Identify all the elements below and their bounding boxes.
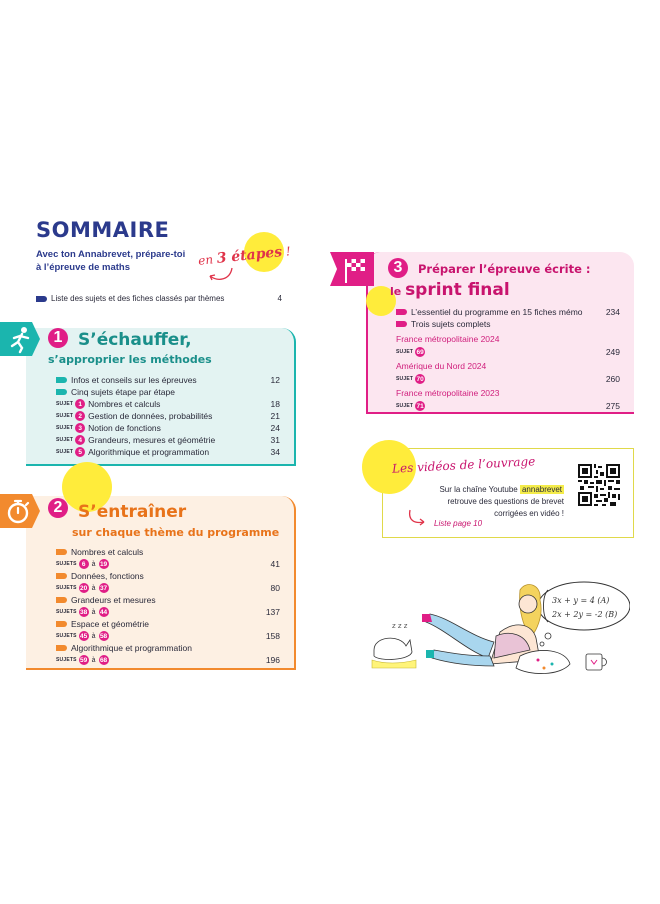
page-title: SOMMAIRE	[36, 218, 170, 242]
theme-label: Espace et géométrie	[71, 619, 149, 629]
theme-label: Données, fonctions	[71, 571, 144, 581]
sujet-from: 6	[79, 559, 89, 569]
sujet-to: 19	[99, 560, 108, 568]
theme-label-wrap	[56, 595, 156, 605]
sujet-row[interactable]	[56, 434, 280, 446]
tag-icon	[56, 549, 67, 555]
videos-line-1-prefix: Sur la chaîne Youtube	[439, 485, 518, 494]
sujet-prefix: SUJET	[396, 403, 414, 409]
section-2-title: S’entraîner	[78, 502, 187, 522]
list-item[interactable]	[396, 318, 620, 330]
sujet-to: 44	[99, 608, 108, 616]
equation-1: 3x + y = 4 (A)	[552, 596, 610, 605]
theme-title-row	[56, 546, 280, 558]
range-word: à	[91, 608, 96, 616]
liste-label-wrap	[36, 294, 224, 303]
sujet-label: Gestion de données, probabilités	[88, 411, 213, 421]
etapes-suffix: !	[281, 244, 292, 260]
theme-page: 196	[265, 655, 280, 665]
sujet-row[interactable]	[56, 410, 280, 422]
sujet-row[interactable]	[56, 446, 280, 458]
qr-code-icon[interactable]	[578, 464, 620, 506]
sujet-label: Notion de fonctions	[88, 423, 161, 433]
exam-page: 275	[605, 401, 620, 411]
theme-label: Nombres et calculs	[71, 547, 144, 557]
sujet-to: 37	[99, 584, 108, 592]
sujet-number: 3	[75, 423, 85, 433]
list-item[interactable]	[56, 386, 280, 398]
theme-range	[56, 583, 112, 593]
section-1-list	[56, 374, 280, 458]
tag-icon	[396, 309, 407, 315]
sujets-prefix: SUJETS	[56, 657, 77, 663]
theme-label: Algorithmique et programmation	[71, 643, 192, 653]
exam-title-row	[396, 333, 620, 345]
section-3-list	[396, 306, 620, 412]
exam-sujet-wrap	[396, 374, 428, 384]
list-item-label-wrap	[396, 307, 583, 317]
list-item-label-wrap	[56, 387, 175, 397]
theme-block[interactable]	[56, 546, 280, 570]
sujet-from: 45	[80, 632, 88, 640]
tag-icon	[36, 296, 47, 302]
tag-icon	[396, 321, 407, 327]
exam-sujet-row	[396, 346, 620, 358]
section-3-title: Préparer l’épreuve écrite :	[418, 262, 591, 276]
theme-range	[56, 631, 112, 641]
theme-sujets-row	[56, 654, 280, 666]
sujet-prefix: SUJET	[56, 425, 74, 431]
theme-range	[56, 607, 112, 617]
exam-label: France métropolitaine 2023	[396, 388, 500, 398]
exam-title-row	[396, 387, 620, 399]
section-2-subtitle: sur chaque thème du programme	[72, 526, 280, 539]
exam-label: France métropolitaine 2024	[396, 334, 500, 344]
sujet-label: Nombres et calculs	[88, 399, 161, 409]
etapes-bold: 3 étapes	[215, 244, 283, 267]
curved-arrow-icon	[406, 508, 430, 528]
theme-page: 137	[265, 607, 280, 617]
intro-line-2: à l’épreuve de maths	[36, 262, 130, 273]
theme-label: Grandeurs et mesures	[71, 595, 156, 605]
sujet-number: 71	[416, 402, 424, 410]
sujet-page: 24	[270, 423, 280, 433]
list-item-label: L’essentiel du programme en 15 fiches mémo	[411, 307, 583, 317]
theme-label-wrap	[56, 547, 143, 557]
exam-sujet-row	[396, 373, 620, 385]
theme-label-wrap	[56, 643, 192, 653]
section-1-number: 1	[48, 328, 68, 348]
sujet-label-wrap	[56, 399, 160, 409]
videos-line-2: retrouve des questions de brevet	[447, 497, 564, 506]
theme-block[interactable]	[56, 570, 280, 594]
range-word: à	[91, 560, 96, 568]
stopwatch-icon	[5, 497, 35, 527]
liste-page: 4	[277, 294, 282, 303]
theme-range	[56, 655, 112, 665]
list-item-page: 12	[270, 375, 280, 385]
sujets-prefix: SUJETS	[56, 585, 77, 591]
list-item-label: Cinq sujets étape par étape	[71, 387, 175, 397]
sujet-prefix: SUJET	[56, 413, 74, 419]
sujet-to: 68	[99, 656, 108, 664]
equation-2: 2x + 2y = -2 (B)	[552, 610, 618, 619]
theme-block[interactable]	[56, 594, 280, 618]
videos-title: Les vidéos de l’ouvrage	[391, 454, 536, 476]
theme-page: 158	[265, 631, 280, 641]
list-item[interactable]	[56, 374, 280, 386]
section-2-list	[56, 546, 280, 666]
range-word: à	[91, 584, 96, 592]
theme-title-row	[56, 594, 280, 606]
sujet-label-wrap	[56, 411, 212, 421]
exam-sujet-wrap	[396, 347, 428, 357]
liste-label: Liste des sujets et des fiches classés par thèmes	[51, 294, 225, 303]
exam-page: 260	[605, 374, 620, 384]
exam-block[interactable]	[396, 387, 620, 412]
exam-sujet-wrap	[396, 401, 428, 411]
sujet-prefix: SUJET	[56, 449, 74, 455]
list-item-label-wrap	[56, 375, 197, 385]
sujet-prefix: SUJET	[396, 376, 414, 382]
running-person-icon	[6, 324, 36, 354]
sujet-page: 18	[270, 399, 280, 409]
exam-page: 249	[605, 347, 620, 357]
finish-flag-icon-tab	[330, 252, 374, 286]
sujet-number: 5	[75, 447, 85, 457]
sujet-label-wrap	[56, 447, 209, 457]
student-illustration	[370, 560, 630, 690]
curved-arrow-icon	[206, 266, 236, 286]
sujet-label-wrap	[56, 435, 215, 445]
etapes-prefix: en	[197, 251, 218, 268]
list-item-label-wrap	[396, 319, 491, 329]
section-3-subtitle-bold: sprint final	[405, 280, 510, 300]
videos-list-link[interactable]: Liste page 10	[434, 519, 483, 528]
theme-page: 80	[270, 583, 280, 593]
intro-line-1: Avec ton Annabrevet, prépare-toi	[36, 249, 186, 260]
theme-sujets-row	[56, 558, 280, 570]
liste-sujets-row[interactable]	[36, 294, 282, 303]
theme-sujets-row	[56, 606, 280, 618]
sujet-from: 20	[80, 584, 88, 592]
exam-title-row	[396, 360, 620, 372]
theme-page: 41	[270, 559, 280, 569]
theme-title-row	[56, 618, 280, 630]
theme-title-row	[56, 642, 280, 654]
list-item-page: 234	[605, 307, 620, 317]
section-1-title: S’échauffer,	[78, 330, 192, 350]
sujets-prefix: SUJETS	[56, 633, 77, 639]
exam-sujet-row	[396, 400, 620, 412]
tag-icon	[56, 645, 67, 651]
list-item[interactable]	[396, 306, 620, 318]
sujets-prefix: SUJETS	[56, 561, 77, 567]
theme-range	[56, 559, 112, 569]
exam-block[interactable]	[396, 333, 620, 358]
tag-icon	[56, 573, 67, 579]
section-1-subtitle: s’approprier les méthodes	[48, 353, 212, 366]
sujet-label: Grandeurs, mesures et géométrie	[88, 435, 216, 445]
list-item-label: Infos et conseils sur les épreuves	[71, 375, 197, 385]
sujet-label-wrap	[56, 423, 161, 433]
range-word: à	[91, 632, 96, 640]
videos-line-3: corrigées en vidéo !	[494, 509, 564, 518]
sujet-page: 34	[270, 447, 280, 457]
sujet-from: 38	[80, 608, 88, 616]
theme-title-row	[56, 570, 280, 582]
exam-block[interactable]	[396, 360, 620, 385]
stopwatch-icon-tab	[0, 494, 40, 528]
sujet-number: 1	[75, 399, 85, 409]
theme-sujets-row	[56, 630, 280, 642]
theme-block[interactable]	[56, 642, 280, 666]
section-3-subtitle-prefix: le	[390, 285, 406, 298]
tag-icon	[56, 621, 67, 627]
sujet-to: 58	[99, 632, 108, 640]
sujet-page: 31	[270, 435, 280, 445]
running-person-icon-tab	[0, 322, 40, 356]
sleep-zzz: z z z	[392, 622, 408, 630]
theme-label-wrap	[56, 619, 149, 629]
section-3-subtitle	[390, 280, 510, 300]
sujet-row[interactable]	[56, 398, 280, 410]
sujet-prefix: SUJET	[56, 401, 74, 407]
tag-icon	[56, 389, 67, 395]
range-word: à	[91, 656, 96, 664]
intro-text	[36, 248, 206, 274]
theme-sujets-row	[56, 582, 280, 594]
youtube-channel-link[interactable]: annabrevet	[521, 485, 562, 494]
section-3-number: 3	[388, 258, 408, 278]
sujet-number: 69	[416, 348, 424, 356]
tag-icon	[56, 377, 67, 383]
section-2-number: 2	[48, 498, 68, 518]
sujet-number: 2	[75, 411, 85, 421]
sujet-page: 21	[270, 411, 280, 421]
sujet-row[interactable]	[56, 422, 280, 434]
list-item-label: Trois sujets complets	[411, 319, 491, 329]
checkered-flag-icon	[342, 255, 372, 285]
sujet-prefix: SUJET	[56, 437, 74, 443]
theme-block[interactable]	[56, 618, 280, 642]
theme-label-wrap	[56, 571, 144, 581]
exam-label: Amérique du Nord 2024	[396, 361, 487, 371]
sujets-prefix: SUJETS	[56, 609, 77, 615]
sujet-number: 70	[416, 375, 424, 383]
sujet-from: 59	[80, 656, 88, 664]
sujet-label: Algorithmique et programmation	[88, 447, 210, 457]
videos-text	[414, 484, 564, 520]
sujet-prefix: SUJET	[396, 349, 414, 355]
tag-icon	[56, 597, 67, 603]
videos-line-1	[414, 484, 564, 496]
sujet-number: 4	[75, 435, 85, 445]
